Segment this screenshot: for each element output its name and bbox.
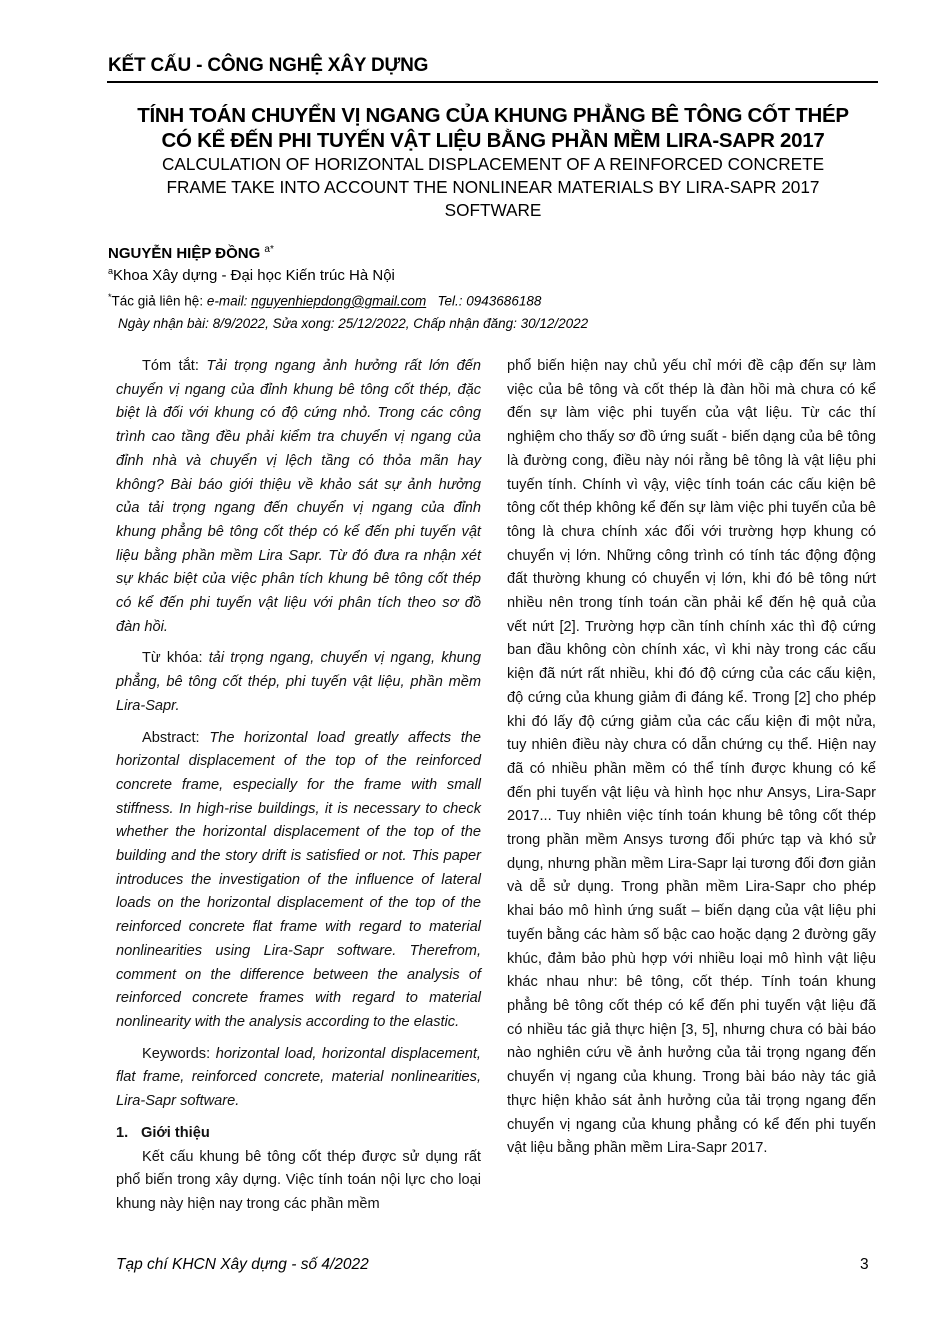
contact-marker: * bbox=[108, 292, 112, 302]
abstract-en bbox=[116, 727, 481, 1035]
author-name: NGUYỄN HIỆP ĐỒNG bbox=[108, 245, 261, 262]
affiliation-line bbox=[108, 266, 395, 284]
abstract-en-text: The horizontal load greatly affects the horizontal displacement of the top of the reinforced concrete frame, especially for the frame with small stiffness. In high-rise buildings, it is necessary to check whether the horizontal displacement of the top of the building and the story drift is satisfied or not. This paper introduces the investigation of the influence of lateral loads on the horizontal displacement of the top of the reinforced concrete flat frame with regard to material nonlinearities using Lira-Sapr software. Therefrom, comment on the difference between the analysis of reinforced concrete frames with regard to material nonlinearity with the analysis according to the elastic. bbox=[116, 729, 481, 1030]
abstract-en-label: Abstract: bbox=[142, 729, 200, 746]
contact-label: Tác giả liên hệ: bbox=[111, 293, 204, 309]
abstract-vi-text: Tải trọng ngang ảnh hưởng rất lớn đến chuyển vị ngang của đỉnh khung bê tông cốt thép, đặc biệt là đối với khung có độ cứng nhỏ. Trong các công trình cao tầng đều phải kiểm tra chuyển vị ngang của đỉnh nhà và chuyển vị lệch tầng có thỏa mãn hay không? Bài báo giới thiệu về khảo sát sự ảnh hưởng của tải trọng ngang đến chuyển vị ngang của đỉnh khung phẳng bê tông cốt thép có kể đến phi tuyến vật liệu bằng phần mềm Lira Sapr. Từ đó đưa ra nhận xét sự khác biệt của việc phân tích khung bê tông cốt thép có kể đến phi tuyến vật liệu với phân tích theo sơ đồ đàn hồi. bbox=[116, 358, 481, 635]
title-en-line-1: CALCULATION OF HORIZONTAL DISPLACEMENT OF A REINFORCED CONCRETE bbox=[161, 154, 825, 174]
contact-line bbox=[108, 292, 541, 309]
email-label: e-mail: bbox=[206, 293, 248, 309]
header-rule bbox=[107, 81, 878, 83]
title-en-line-3: SOFTWARE bbox=[444, 200, 542, 220]
title-english bbox=[100, 153, 886, 222]
affiliation-marker: a bbox=[108, 266, 114, 276]
right-column bbox=[507, 355, 876, 1161]
keywords-en-label: Keywords: bbox=[142, 1045, 211, 1062]
title-vi-line-2: CÓ KỂ ĐẾN PHI TUYẾN VẬT LIỆU BẰNG PHẦN MỀM LIRA-SAPR 2017 bbox=[161, 129, 825, 152]
section-heading bbox=[116, 1122, 481, 1146]
section-title: Giới thiệu bbox=[141, 1124, 210, 1141]
tel-value: 0943686188 bbox=[466, 293, 542, 309]
tel-label: Tel.: bbox=[437, 293, 463, 309]
footer-journal: Tạp chí KHCN Xây dựng - số 4/2022 bbox=[116, 1256, 369, 1273]
email-link[interactable]: nguyenhiepdong@gmail.com bbox=[251, 293, 427, 309]
keywords-en bbox=[116, 1043, 481, 1114]
abstract-vi bbox=[116, 355, 481, 639]
keywords-vi-label: Từ khóa: bbox=[142, 650, 203, 667]
intro-paragraph-left: Kết cấu khung bê tông cốt thép được sử dụng rất phổ biến trong xây dựng. Việc tính toán nội lực cho loại khung này hiện nay trong các phần mềm bbox=[116, 1148, 481, 1212]
keywords-en-text: horizontal load, horizontal displacement, flat frame, reinforced concrete, material nonlinearities, Lira-Sapr software. bbox=[116, 1045, 481, 1110]
author-marker: a* bbox=[264, 244, 274, 255]
keywords-vi-text: tải trọng ngang, chuyển vị ngang, khung phẳng, bê tông cốt thép, phi tuyến vật liệu, phần mềm Lira-Sapr. bbox=[116, 650, 481, 714]
affiliation: Khoa Xây dựng - Đại học Kiến trúc Hà Nội bbox=[113, 267, 395, 284]
intro-paragraph-right: phổ biến hiện nay chủ yếu chỉ mới đề cập đến sự làm việc của bê tông và cốt thép là đàn hồi mà chưa có kể đến sự làm việc phi tuyến của vật liệu. Từ các thí nghiệm cho thấy sơ đồ ứng suất - biến dạng của bê tông là đường cong, điều này nói rằng bê tông là vật liệu phi tuyến tính. Chính vì vậy, việc tính toán các cấu kiện bê tông cốt thép không kể đến sự làm việc phi tuyến của bê tông là chưa chính xác đối với trường hợp khung có chuyển vị lớn. Những công trình có tính tác động động đất thường khung có chuyển vị lớn, khi đó bê tông nứt nhiều nên trong tính toán cần phải kể đến hệ quả của vết nứt [2]. Trường hợp cần tính chính xác thì độ cứng ban đầu không còn chính xác, vì khi này trong các cấu kiện đã nứt rất nhiều, khi đó độ cứng của các cấu kiện, độ cứng của khung giảm đi đáng kể. Trong [2] cho phép khi đó lấy độ cứng giảm của các cấu kiện đi một nửa, tuy nhiên điều này chưa có dẫn chứng cụ thể. Hiện nay đã có nhiều phần mềm có thể tính được khung có kể đến phi tuyến vật liệu và hình học như Ansys, Lira-Sapr 2017... Tuy nhiên việc tính toán khung bê tông cốt thép trong phần mềm Ansys tương đối phức tạp và khó sử dụng, nhưng phần mềm Lira-Sapr lại tương đối đơn giản và dễ sử dụng. Trong phần mềm Lira-Sapr cho phép khai báo mô hình ứng suất – biến dạng của vật liệu phi tuyến bằng các hàm số bậc cao hoặc dạng 2 đường gãy khúc, đảm bảo phù hợp với nhiều loại mô hình vật liệu khác nhau như: bê tông, cốt thép. Tính toán khung phẳng bê tông cốt thép có kể đến phi tuyến vật liệu đã có nhiều tác giả thực hiện [3, 5], nhưng chưa có bài báo nào nghiên cứu về ảnh hưởng của tải trọng ngang đến chuyển vị ngang của khung. Trong bài báo này tác giả thực hiện khảo sát ảnh hưởng của tải trọng ngang đến chuyển vị ngang của khung phẳng có kể đến phi tuyến vật liệu bằng phần mềm Lira-Sapr 2017. bbox=[507, 358, 876, 1157]
keywords-vi bbox=[116, 647, 481, 718]
title-en-line-2: FRAME TAKE INTO ACCOUNT THE NONLINEAR MATERIALS BY LIRA-SAPR 2017 bbox=[166, 177, 820, 197]
author-name-line bbox=[108, 244, 274, 262]
left-column bbox=[116, 355, 481, 1217]
submission-dates: Ngày nhận bài: 8/9/2022, Sửa xong: 25/12/2022, Chấp nhận đăng: 30/12/2022 bbox=[118, 316, 589, 331]
title-vi-line-1: TÍNH TOÁN CHUYỂN VỊ NGANG CỦA KHUNG PHẲNG BÊ TÔNG CỐT THÉP bbox=[137, 104, 849, 127]
section-number: 1. bbox=[116, 1124, 129, 1141]
abstract-vi-label: Tóm tắt: bbox=[142, 358, 199, 374]
title-vietnamese bbox=[100, 103, 886, 153]
page-number: 3 bbox=[860, 1256, 869, 1273]
running-head-section: KẾT CẤU - CÔNG NGHỆ XÂY DỰNG bbox=[108, 55, 429, 76]
